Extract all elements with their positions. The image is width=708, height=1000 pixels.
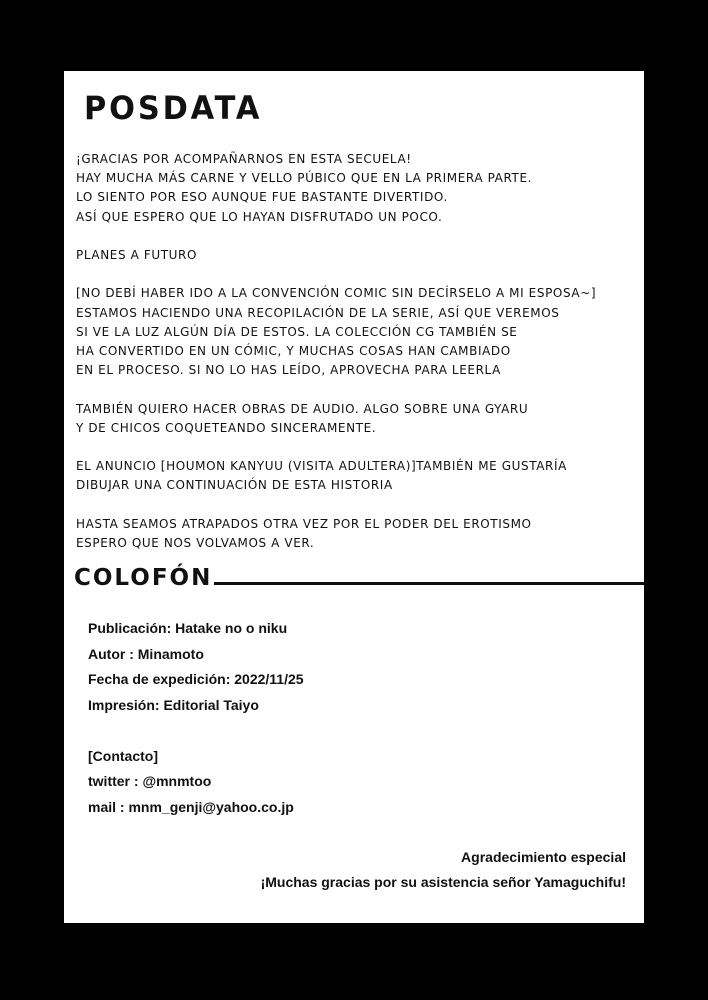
text-line: EN EL PROCESO. SI NO LO HAS LEÍDO, APROVECHA PARA LEERLA (76, 363, 501, 378)
paragraph-future-plans (76, 246, 641, 265)
colophon-header (64, 565, 644, 599)
text-line: Y DE CHICOS COQUETEANDO SINCERAMENTE. (76, 420, 377, 435)
paragraph-thanks (76, 150, 641, 227)
acknowledgement-text: ¡Muchas gracias por su asistencia señor Yamaguchifu! (260, 874, 626, 890)
text-line: PLANES A FUTURO (76, 248, 198, 262)
mail-line: mail : mnm_genji@yahoo.co.jp (88, 798, 294, 815)
printing-line: Impresión: Editorial Taiyo (88, 696, 259, 713)
colophon-info (88, 616, 304, 820)
postscript-body (76, 150, 641, 572)
date-line: Fecha de expedición: 2022/11/25 (88, 671, 304, 687)
colophon-title: COLOFÓN (74, 565, 213, 591)
text-line: HAY MUCHA MÁS CARNE Y VELLO PÚBICO QUE EN LA PRIMERA PARTE. (76, 171, 533, 186)
postscript-title: POSDATA (84, 89, 263, 127)
paragraph-announcement (76, 457, 641, 495)
spacer (88, 718, 304, 744)
author-line: Autor : Minamoto (88, 645, 204, 662)
text-line: ASÍ QUE ESPERO QUE LO HAYAN DISFRUTADO UN POCO. (76, 209, 443, 224)
text-line: HASTA SEAMOS ATRAPADOS OTRA VEZ POR EL PODER DEL EROTISMO (76, 516, 532, 531)
acknowledgement-heading: Agradecimiento especial (461, 849, 626, 865)
paragraph-compilation (76, 284, 641, 380)
twitter-line: twitter : @mnmtoo (88, 773, 212, 789)
text-line: EL ANUNCIO [HOUMON KANYUU (VISITA ADULTERA)]TAMBIÉN ME GUSTARÍA (76, 459, 567, 474)
text-line: SI VE LA LUZ ALGÚN DÍA DE ESTOS. LA COLECCIÓN CG TAMBIÉN SE (76, 324, 518, 339)
text-line: ¡GRACIAS POR ACOMPAÑARNOS EN ESTA SECUELA! (76, 152, 412, 166)
document-page (64, 71, 644, 923)
text-line: TAMBIÉN QUIERO HACER OBRAS DE AUDIO. ALGO SOBRE UNA GYARU (76, 401, 529, 416)
text-line: ESPERO QUE NOS VOLVAMOS A VER. (76, 535, 315, 550)
text-line: LO SIENTO POR ESO AUNQUE FUE BASTANTE DIVERTIDO. (76, 190, 448, 205)
publication-line: Publicación: Hatake no o niku (88, 620, 288, 636)
acknowledgement (261, 845, 626, 895)
colophon-divider (214, 582, 644, 585)
text-line: DIBUJAR UNA CONTINUACIÓN DE ESTA HISTORIA (76, 478, 393, 493)
paragraph-audio (76, 400, 641, 438)
text-line: ESTAMOS HACIENDO UNA RECOPILACIÓN DE LA SERIE, ASÍ QUE VEREMOS (76, 305, 560, 320)
contact-heading: [Contacto] (88, 747, 158, 764)
text-line: [NO DEBÍ HABER IDO A LA CONVENCIÓN COMIC SIN DECÍRSELO A MI ESPOSA~] (76, 286, 597, 301)
text-line: HA CONVERTIDO EN UN CÓMIC, Y MUCHAS COSAS HAN CAMBIADO (76, 344, 511, 358)
paragraph-farewell (76, 515, 641, 553)
